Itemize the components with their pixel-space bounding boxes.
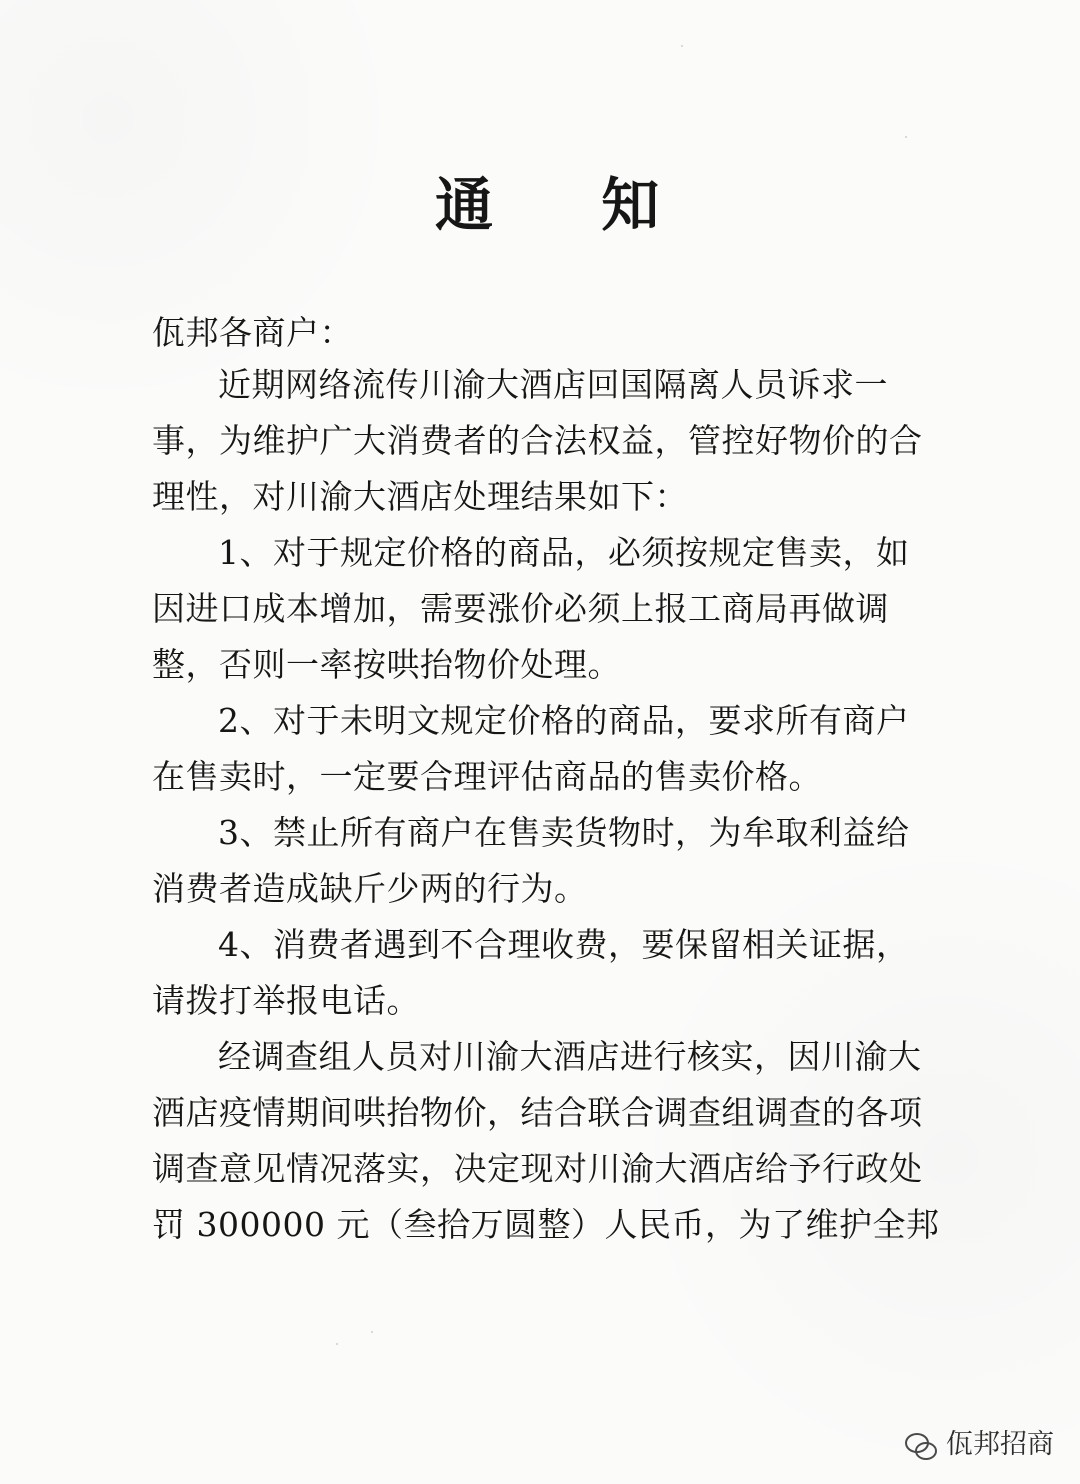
wechat-icon bbox=[902, 1428, 936, 1462]
body-line: 理性，对川渝大酒店处理结果如下： bbox=[152, 477, 688, 516]
body-line: 1、对于规定价格的商品，必须按规定售卖，如 bbox=[218, 533, 910, 572]
body-line: 酒店疫情期间哄抬物价，结合联合调查组调查的各项 bbox=[152, 1093, 923, 1132]
body-line: 调查意见情况落实，决定现对川渝大酒店给予行政处 bbox=[152, 1149, 923, 1188]
wechat-bubble-right bbox=[915, 1442, 937, 1460]
paper-speck bbox=[371, 1331, 373, 1333]
body-line: 3、禁止所有商户在售卖货物时，为牟取利益给 bbox=[218, 813, 910, 852]
source-watermark bbox=[902, 1421, 1054, 1469]
body-line: 2、对于未明文规定价格的商品，要求所有商户 bbox=[218, 701, 910, 740]
body-line: 消费者造成缺斤少两的行为。 bbox=[152, 869, 588, 908]
document-title: 通 知 bbox=[435, 171, 704, 239]
body-line: 近期网络流传川渝大酒店回国隔离人员诉求一 bbox=[218, 365, 888, 404]
body-line: 在售卖时，一定要合理评估商品的售卖价格。 bbox=[152, 757, 822, 796]
paper-speck bbox=[681, 45, 683, 47]
body-line: 4、消费者遇到不合理收费，要保留相关证据， bbox=[218, 925, 910, 964]
paper-speck bbox=[336, 1343, 338, 1345]
paper-speck bbox=[905, 136, 907, 138]
body-line: 整，否则一率按哄抬物价处理。 bbox=[152, 645, 621, 684]
body-line: 因进口成本增加，需要涨价必须上报工商局再做调 bbox=[152, 589, 889, 628]
salutation: 佤邦各商户： bbox=[152, 313, 353, 352]
body-line: 经调查组人员对川渝大酒店进行核实，因川渝大 bbox=[218, 1037, 922, 1076]
watermark-text: 佤邦招商 bbox=[946, 1429, 1054, 1460]
body-line: 请拨打举报电话。 bbox=[152, 981, 420, 1020]
body-line: 事，为维护广大消费者的合法权益，管控好物价的合 bbox=[152, 421, 923, 460]
body-line: 罚 300000 元（叁拾万圆整）人民币，为了维护全邦 bbox=[152, 1205, 940, 1244]
